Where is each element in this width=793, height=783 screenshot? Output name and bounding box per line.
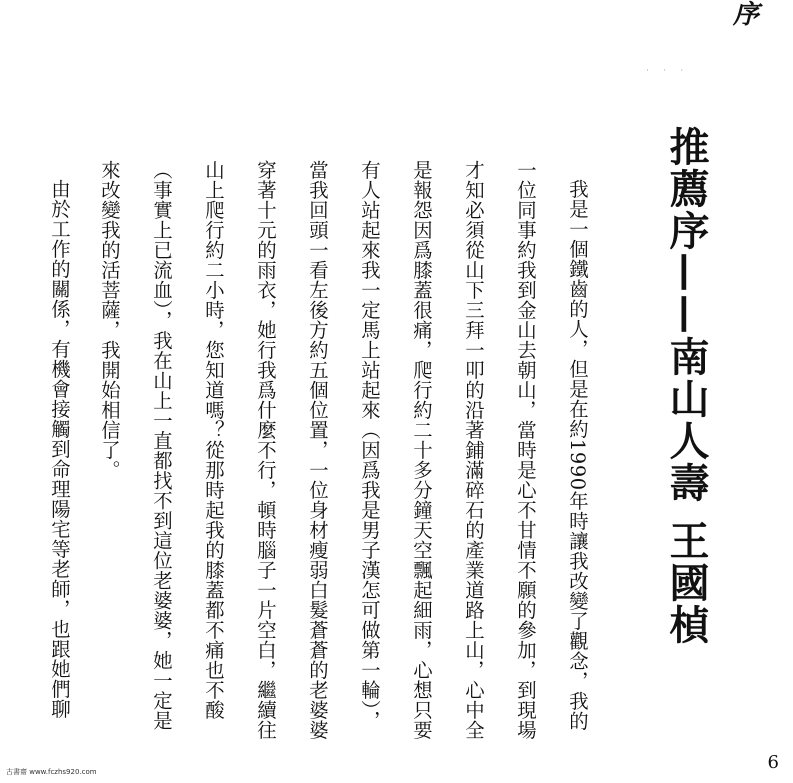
paragraph-1-start: 我是一個鐵齒的人，但是在約1990年時讓我改變了觀念，我的: [566, 179, 589, 732]
page-title: 推薦序——南山人壽 王國楨: [663, 126, 710, 646]
page-number: 6: [767, 752, 779, 773]
footer-watermark: 古書齋 www.fczhs920.com: [6, 768, 97, 776]
body-text: [83, 160, 603, 740]
chapter-mark: 序: [732, 0, 759, 30]
scan-speckles: · · ·: [646, 66, 689, 75]
paragraph-2-start: 由於工作的關係，有機會接觸到命理陽宅等老師，也跟她們聊: [48, 179, 71, 720]
paragraph-1-rest: 一位同事約我到金山去朝山，當時是心不甘情不願的參加，到現場才知必須從山下三拜一叩的沿著鋪滿碎石的產業道路上山，心中全是報怨因爲膝蓋很痛，爬行約二十多分鐘天空飄起細雨，心想只要有人站起來我一定馬上站起來（因爲我是男子漢怎可做第一輪），當我回頭一看左後方約五個位置，一位身材瘦弱白髮蒼蒼的老婆婆穿著十元的雨衣，她行我爲什麼不行，頓時腦子一片空白，繼續往山上爬行約二小時，您知道嗎？從那時起我的膝蓋都不痛也不酸（事實上已流血），我在山上一直都找不到這位老婆婆，她一定是來改變我的活菩薩，我開始相信了。: [98, 160, 537, 740]
